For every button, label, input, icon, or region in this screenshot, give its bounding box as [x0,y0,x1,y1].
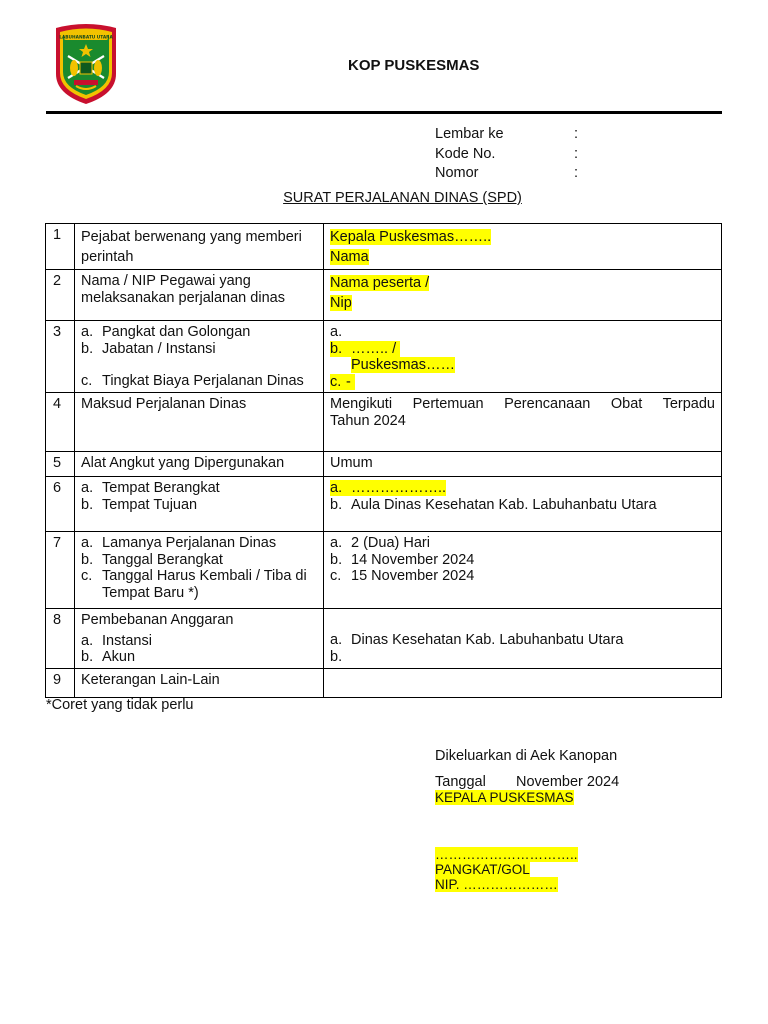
row-number: 1 [46,224,75,270]
table-row [46,270,722,321]
row-label [75,224,324,270]
table-row [46,224,722,270]
date-label: Tanggal [435,774,486,790]
purpose-value-cont: Tahun 2024 [330,412,406,429]
list-key: a. [330,480,343,496]
row-number: 5 [46,452,75,477]
list-text: Pangkat dan Golongan [102,324,251,340]
signer-name: ………………………….. [435,847,578,862]
row-label: Alat Angkut yang Dipergunakan [75,452,324,477]
list-text: Instansi [102,632,152,649]
meta-label: Lembar ke [435,126,504,142]
label-text: Pejabat berwenang yang memberi [81,229,302,245]
meta-separator: : [574,145,579,162]
row-label [75,532,324,609]
table-row [46,609,722,669]
list-key: c. [81,373,93,389]
row-value [324,224,722,270]
letterhead-title: KOP PUSKESMAS [348,57,480,74]
row-value [324,532,722,609]
list-key: c. [330,568,342,584]
list-key: a. [330,324,343,340]
list-text: Akun [102,649,136,665]
row-value [324,477,722,532]
notes-value [324,668,722,697]
rank-value: …….. / [351,340,397,357]
list-key: b. [81,496,94,513]
list-key: b. [81,551,94,568]
row-number: 8 [46,609,75,669]
meta-separator: : [574,126,579,142]
regency-logo [50,22,122,106]
list-key: a. [81,535,94,551]
table-row [46,452,722,477]
table-row [46,532,722,609]
agency-value: Dinas Kesehatan Kab. Labuhanbatu Utara [351,632,624,648]
signer-nip: NIP. ………………… [435,877,558,892]
institution-value: Puskesmas…… [351,357,455,373]
logo-text: LABUHANBATU UTARA [59,35,113,41]
meta-label: Nomor [435,165,479,181]
return-date-value: 15 November 2024 [351,568,475,584]
nip-value: Nip [330,295,352,311]
authority-name-value: Nama [330,249,369,265]
row-number: 6 [46,477,75,532]
row-number: 4 [46,393,75,452]
list-text: Lamanya Perjalanan Dinas [102,535,277,551]
row-label: Maksud Perjalanan Dinas [75,393,324,452]
signer-rank: PANGKAT/GOL [435,862,530,877]
meta-row-number [435,164,578,184]
document-title-wrap [0,190,768,206]
list-text: Tempat Berangkat [102,480,220,496]
row-number: 2 [46,270,75,321]
row-value [324,393,722,452]
date-value: November 2024 [516,774,620,790]
destination-value: Aula Dinas Kesehatan Kab. Labuhanbatu Utara [351,496,657,513]
list-key: b. [330,551,343,568]
signer-position: KEPALA PUSKESMAS [435,790,574,805]
footnote: *Coret yang tidak perlu [46,697,194,713]
list-key: a. [330,632,343,648]
list-key: b. [330,496,343,513]
meta-label: Kode No. [435,145,496,162]
departure-date-value: 14 November 2024 [351,551,475,568]
table-row [46,393,722,452]
list-key: b. [81,340,94,357]
list-key: c. [81,568,93,584]
row-label: Keterangan Lain-Lain [75,668,324,697]
row-value [324,609,722,669]
participant-value: Nama peserta / [330,275,430,291]
list-text: Tingkat Biaya Perjalanan Dinas [102,373,304,389]
list-key: b. [330,340,343,357]
row-number: 7 [46,532,75,609]
meta-row-sheet [435,125,578,145]
row-value [324,321,722,393]
origin-value: ……………….. [351,480,447,496]
list-key: a. [81,324,94,340]
document-meta [435,125,578,184]
row-label [75,477,324,532]
document-title: SURAT PERJALANAN DINAS (SPD) [283,190,522,206]
meta-separator: : [574,165,579,181]
label-text: perintah [81,249,134,265]
list-text: Tanggal Harus Kembali / Tiba di Tempat Baru *) [102,568,307,601]
list-key: b. [330,648,343,665]
row-label: Nama / NIP Pegawai yang melaksanakan perjalanan dinas [75,270,324,321]
row-label [75,609,324,669]
issue-date [435,774,619,790]
row-number: 3 [46,321,75,393]
purpose-value: Mengikuti Pertemuan Perencanaan Obat Terpadu [330,396,715,412]
table-row [46,321,722,393]
duration-value: 2 (Dua) Hari [351,535,430,551]
issued-place: Dikeluarkan di Aek Kanopan [435,748,618,764]
list-text: Tempat Tujuan [102,496,198,513]
list-text: Tanggal Berangkat [102,551,223,568]
list-key: a. [330,535,343,551]
authority-value: Kepala Puskesmas…….. [330,229,492,245]
list-key: b. [81,649,94,665]
label-text: Pembebanan Anggaran [81,612,234,628]
transport-value: Umum [324,452,722,477]
list-text: Jabatan / Instansi [102,340,216,357]
row-label [75,321,324,393]
table-row [46,668,722,697]
list-key: c. [330,373,342,390]
list-key: a. [81,480,94,496]
list-key: a. [81,632,94,649]
table-row [46,477,722,532]
row-value [324,270,722,321]
signature-block [435,748,619,892]
cost-level-value: - [346,373,351,390]
row-number: 9 [46,668,75,697]
meta-row-code [435,145,578,165]
spd-table [45,223,722,698]
header-divider [46,111,722,114]
